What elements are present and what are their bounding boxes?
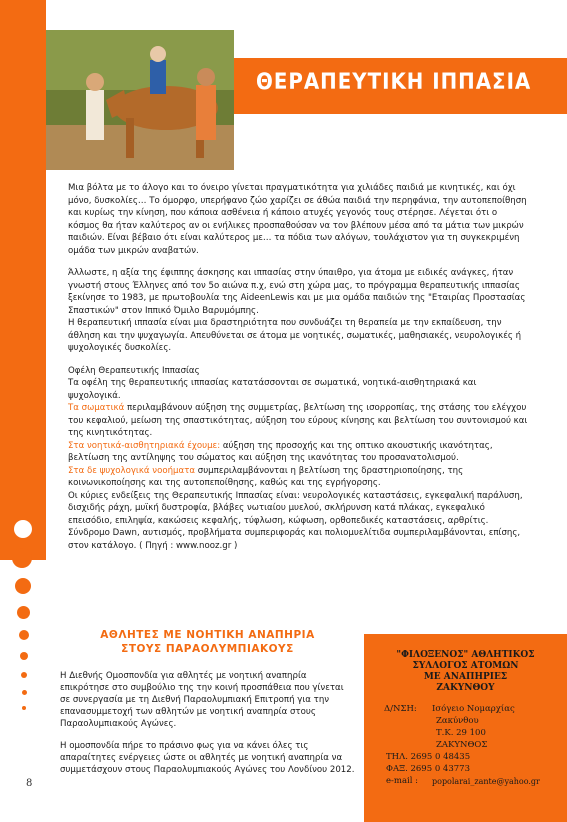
bodily-text: περιλαμβάνουν αύξηση της συμμετρίας, βελτίωση της ισορροπίας, της στάσης του ελέγχου του κεφαλιού, μείωση της σπαστικότητας, αύξηση του εύρους κίνησης και βελτίωση του συντονισμού και της κινητικότητας. <box>68 403 528 438</box>
page-number: 8 <box>26 778 33 789</box>
athletes-title-line: ΑΘΛΗΤΕΣ ΜΕ ΝΟΗΤΙΚΗ ΑΝΑΠΗΡΙΑ <box>100 629 315 641</box>
left-sidebar <box>0 0 46 822</box>
athletes-title <box>60 628 355 656</box>
decorative-dot <box>14 520 32 538</box>
decorative-dot <box>19 630 29 640</box>
psych-label: Στα δε ψυχολογικά νοοήματα <box>68 465 196 476</box>
email-link[interactable]: popolarai_zante@yahoo.gr <box>432 777 540 786</box>
city: ΖΑΚΥΝΘΟΣ <box>436 740 488 750</box>
bodily-benefits <box>68 402 528 440</box>
decorative-dot <box>15 578 31 594</box>
email-label: e-mail : <box>386 776 419 786</box>
cognitive-text: αύξηση της προσοχής και της οπτικο ακουστικής ικανότητας, βελτίωση της αντίληψης του σώματος και αύξηση της ικανότητας του προσανατολισμού. <box>68 440 493 463</box>
horse-therapy-photo <box>46 30 234 170</box>
article-paragraph <box>68 267 528 317</box>
athletes-body <box>60 670 355 776</box>
decorative-dot <box>12 548 32 568</box>
psychological-benefits <box>68 465 528 490</box>
athletes-paragraph: Η Διεθνής Ομοσπονδία για αθλητές με νοητική αναπηρία επικρότησε στο συμβούλιο της την κοινή προσπάθεια που γίνεται σε συνεργασία με τη Διεθνή Παραολυμπιακή Επιτροπή για την επανασυμμετοχή των αθλητών με νοητική αναπηρία στους Παραολυμπιακούς Αγώνες. <box>60 671 344 729</box>
bodily-label: Τα σωματικά <box>68 403 125 413</box>
association-name-line: ΜΕ ΑΝΑΠΗΡΙΕΣ <box>423 672 508 682</box>
decorative-dot <box>22 706 26 710</box>
athletes-title-line: ΣΤΟΥΣ ΠΑΡΑΟΛΥΜΠΙΑΚΟΥΣ <box>121 643 294 655</box>
address-line: Ισόγειο Νομαρχίας <box>432 704 515 714</box>
athletes-paragraph: Η ομοσπονδία πήρε το πράσινο φως για να κάνει όλες τις απαραίτητες ενέργειες ώστε οι αθλητές με νοητική αναπηρία να συμμετάσχουν στους Παραολυμπιακούς Αγώνες του Λονδίνου 2012. <box>60 741 355 775</box>
title-banner <box>234 58 567 114</box>
phone: ΤΗΛ. 2695 0 48435 <box>386 752 471 762</box>
association-name <box>364 650 567 694</box>
indications-text: Οι κύριες ενδείξεις της Θεραπευτικής Ιππασίας είναι: νευρολογικές καταστάσεις, εγκεφαλική παράλυση, δισχιδής ράχη, μυϊκή δυστροφία, βλάβες νωτιαίου μυελού, σκλήρυνση κατά πλάκας, εγκεφαλικό επεισόδιο, επιληψία, κακώσεις κεφαλής, τύφλωση, κώφωση, ορθοπεδικές καταστάσεις, αρθρίτις. Σύνδρομο Dawn, αυτισμός, προβλήματα συμπεριφοράς και πολιομυελίτιδα συμπεριλαμβάνονται, επίσης, στον κατάλογο. ( Πηγή : www.nooz.gr ) <box>68 490 523 551</box>
association-name-line: ΣΥΛΛΟΓΟΣ ΑΤΟΜΩΝ <box>412 661 519 671</box>
athletes-section <box>60 628 355 786</box>
cognitive-benefits <box>68 440 528 465</box>
sidebar-orange-band <box>0 0 46 560</box>
decorative-dot <box>21 672 27 678</box>
fax: ΦΑΞ. 2695 0 43773 <box>386 764 470 774</box>
article-paragraph: Μια βόλτα με το άλογο και το όνειρο γίνεται πραγματικότητα για χιλιάδες παιδιά με κινητικές, και όχι μόνο, δυσκολίες… Το όμορφο, υπερήφανο ζώο χαρίζει σε άθώα παιδιά την περηφάνια, την αυτοπεποίθηση και κυρίως την κίνηση, που κάποια ασθένεια ή κάποιο ατυχές γεγονός τους στέρησε. Λέγεται ότι ο κόσμος θα ήταν καλύτερος αν οι ενήλικες προσπαθούσαν να τον βλέπουν μέσα από τα μάτια των μικρών παιδιών. Είναι βέβαιο ότι είναι καλύτερος με… τα πόδια των αλόγων, τουλάχιστον για τη συγκεκριμένη ομάδα των μικρών αναβατών. <box>68 183 527 256</box>
benefits-heading: Οφέλη Θεραπευτικής Ιππασίας <box>68 365 200 376</box>
benefits-intro: Τα οφέλη της θεραπευτικής ιππασίας κατατάσσονται σε σωματικά, νοητικά-αισθητηριακά και ψυχολογικά. <box>68 378 477 401</box>
association-name-line: ΖΑΚΥΝΘΟΥ <box>436 683 495 693</box>
address-line: Ζακύνθου <box>436 716 479 726</box>
postal-code: Τ.Κ. 29 100 <box>436 728 486 738</box>
photo-illustration <box>46 30 234 170</box>
decorative-dot <box>22 690 27 695</box>
article-body <box>68 182 528 552</box>
psych-text: συμπεριλαμβάνονται η βελτίωση της δραστηριοποίησης, της κοινωνικοποίησης και της αυτοπεποίθησης, καθώς και της εγρήγορσης. <box>68 465 464 488</box>
decorative-dot <box>20 652 28 660</box>
page-title: ΘΕΡΑΠΕΥΤΙΚΗ ΙΠΠΑΣΙΑ <box>256 70 532 95</box>
association-box <box>364 634 567 822</box>
address-label: Δ/ΝΣΗ: <box>384 704 417 714</box>
association-name-line: "ΦΙΛΟΞΕΝΟΣ" ΑΘΛΗΤΙΚΟΣ <box>396 650 535 660</box>
article-paragraph: Η θεραπευτική ιππασία είναι μια δραστηριότητα που συνδυάζει τη θεραπεία με την εκπαίδευση, την άθληση και την ψυχαγωγία. Απευθύνεται σε άτομα με νοητικές, σωματικές, μαθησιακές, νευρολογικές ή ψυχολογικές δυσκολίες. <box>68 318 522 353</box>
history-text: Άλλωστε, η αξία της έφιππης άσκησης και ιππασίας στην ύπαιθρο, για άτομα με ειδικές ανάγκες, ήταν γνωστή στους Έλληνες από τον 5ο αιώνα π.χ, ενώ στη χώρα μας, το πρόγραμμα θεραπευτικής ιππασίας ξεκίνησε το 1983, με πρωτοβουλία της AideenLewis και με μια ομάδα παιδιών της "Εταιρίας Προστασίας Σπαστικών" στον Ιππικό Όμιλο Βαρυμόμπης. <box>68 268 526 316</box>
cognitive-label: Στα νοητικά-αισθητηριακά έχουμε: <box>68 440 221 451</box>
decorative-dot <box>17 606 30 619</box>
